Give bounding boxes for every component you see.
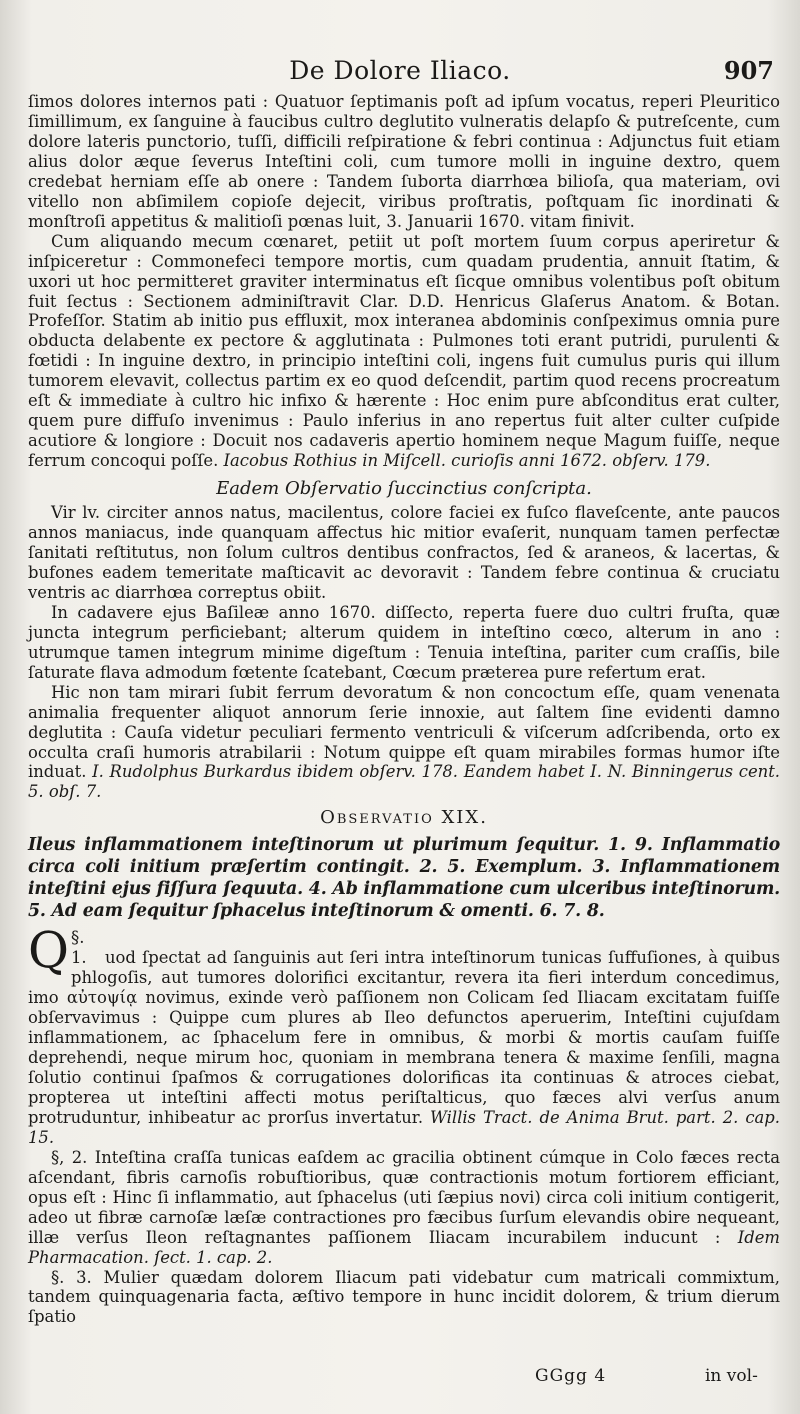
paragraph-text: Hic non tam mirari ſubit ferrum devoratum & non concoctum eſſe, quam venenata animalia frequenter aliquot annorum ſerie innoxie, aut ſaltem ſine evidenti damno deglutita : Cauſa videtur peculiari fermento ventriculi & viſcerum adſcribenda, orto ex occulta craſi humoris atrabilarii : Notum quippe eſt quam mirabiles formas humor iſte induat. bbox=[28, 682, 780, 782]
sub-heading: Eadem Obſervatio ſuccinctius conſcripta. bbox=[216, 478, 592, 500]
page-footer bbox=[0, 1360, 800, 1390]
page-body bbox=[28, 92, 780, 1327]
drop-cap: Q bbox=[28, 921, 69, 980]
running-head: De Dolore Iliaco. bbox=[289, 56, 511, 85]
page-header bbox=[0, 52, 800, 92]
citation: Willis Tract. de Anima Brut. part. 2. cap. 15. bbox=[28, 1107, 780, 1147]
signature-mark: GGgg 4 bbox=[535, 1366, 607, 1386]
section-text: §, 2. Inteſtina craſſa tunicas eaſdem ac gracilia obtinent cúmque in Colo fæces recta aſcendant, fibris carnoſis robuſtioribus, quæ contractionis motum fortiorem efficiant, opus eſt : Hinc ſi inflammatio, aut ſphacelus (uti ſæpius novi) circa coli initium contigerit, adeo ut fibræ carnoſæ læſæ contractiones pro fæcibus ſurſum elevandis obire nequeant, illæ verſus Ileon reſtagnantes paſſionem Iliacam incurabilem inducunt : bbox=[28, 1147, 780, 1247]
page-number: 907 bbox=[723, 56, 774, 85]
paragraph-continuation: ſimos dolores internos pati : Quatuor ſeptimanis poſt ad ipſum vocatus, reperi Pleuritico ſimillimum, ex ſanguine à faucibus cultro deglutito vulneratis delapſo & putreſcente, cum dolore lateris punctorio, tuſſi, difficili reſpiratione & febri continua : Adjunctus fuit etiam alius dolor æque ſeverus Inteſtini coli, cum tumore molli in inguine dextro, quem credebat herniam eſſe ab onere : Tandem ſuborta diarrhœa bilioſa, qua materiam, ovi vitello non abſimilem copioſe dejecit, viribus proſtratis, poſtquam ſic inordinati & monſtroſi appetitus & malitioſi pœnas luit, 3. Januarii 1670. vitam finivit. bbox=[28, 92, 780, 231]
section-3: §. 3. Mulier quædam dolorem Iliacum pati videbatur cum matricali commixtum, tandem quinquagenaria facta, æſtivo tempore in hunc incidit dolorem, & trium dierum ſpatio bbox=[28, 1267, 780, 1327]
paragraph bbox=[28, 683, 780, 803]
section-2 bbox=[28, 1148, 780, 1268]
citation: Iacobus Rothius in Miſcell. curioſis anni 1672. obſerv. 179. bbox=[223, 451, 711, 471]
paragraph-text: Cum aliquando mecum cœnaret, petiit ut poſt mortem ſuum corpus aperiretur & inſpiceretur : Commonefeci tempore mortis, cum quadam prudentia, annuit ſtatim, & uxori ut hoc permitteret graviter interminatus eſt ſicque omnibus volentibus poſt obitum fuit ſectus : Sectionem adminiſtravit Clar. D.D. Henricus Glaſerus Anatom. & Botan. Profeſſor. Statim ab initio pus effluxit, mox interanea abdominis conſpeximus omnia pure obducta delabente ex pectore & agglutinata : Pulmones toti erant putridi, purulenti & fœtidi : In inguine dextro, in principio inteſtini coli, ingens fuit cumulus puris qui illum tumorem elevavit, collectus partim ex eo quod deſcendit, partim quod recens procreatum eſt & immediate à cultro hic infixo & hærente : Hoc enim pure abſconditus erat culter, quem pure diffuſo invenimus : Paulo inferius in ano repertus fuit alter culter cuſpide acutiore & longiore : Docuit nos cadaveris apertio hominem neque Magum fuiſſe, neque ferrum concoqui poſſe. bbox=[28, 231, 780, 471]
section-mark: §. 1. bbox=[71, 928, 87, 968]
paragraph bbox=[28, 232, 780, 471]
observation-heading: Observatio XIX. bbox=[320, 807, 488, 829]
catchword: in vol- bbox=[705, 1366, 758, 1386]
observation-summary: Ileus inflammationem inteſtinorum ut plurimum ſequitur. 1. 9. Inflammatio circa coli initium præſertim contingit. 2. 5. Exemplum. 3. Inflammationem inteſtini ejus fiſſura ſequuta. 4. Ab inflammatione cum ulceribus inteſtinorum. 5. Ad eam ſequitur ſphacelus inteſtinorum & omenti. 6. 7. 8. bbox=[28, 835, 780, 922]
section-text: uod ſpectat ad ſanguinis aut ſeri intra inteſtinorum tunicas ſuffuſiones, à quibus phlogoſis, aut tumores dolorifici excitantur, revera ita fieri interdum concedimus, imo αὐτοψίᾳ novimus, exinde verò paſſionem non Colicam ſed Iliacam excitatam fuiſſe obſervavimus : Quippe cum plures ab Ileo defunctos aperuerim, Inteſtini cujuſdam inflammationem, ac ſphacelum fere in omnibus, & morbi & mortis cauſam fuiſſe deprehendi, neque mirum hoc, quoniam in membrana tenera & maxime ſenſili, magna ſolutio continui ſpaſmos & corrugationes dolorificas ita continuas & atroces ciebat, propterea ut inteſtini affecti motus periſtalticus, quo fæces alvi verſus anum protruduntur, inhibeatur ac prorſus invertatur. bbox=[28, 948, 780, 1127]
section-1 bbox=[28, 921, 780, 1147]
paragraph: In cadavere ejus Baſileæ anno 1670. diſſecto, reperta fuere duo cultri fruſta, quæ juncta integrum perficiebant; alterum quidem in inteſtino cœco, alterum in ano : utrumque tamen integrum minime digeſtum : Tenuia inteſtina, pariter cum craſſis, bile ſaturate flava admodum fœtente ſcatebant, Cœcum præterea pure refertum erat. bbox=[28, 602, 780, 682]
paragraph: Vir lv. circiter annos natus, macilentus, colore faciei ex fuſco flaveſcente, ante paucos annos maniacus, inde quanquam affectus hic mitior evaſerit, nunquam tamen perfectæ ſanitati reſtitutus, non ſolum cultros dentibus confractos, ſed & araneos, & lacertas, & bufones eadem temeritate maſticavit ac devoravit : Tandem febre continua & cruciatu ventris ac diarrhœa correptus obiit. bbox=[28, 503, 780, 602]
citation: Idem Pharmacation. ſect. 1. cap. 2. bbox=[28, 1227, 780, 1267]
citation: I. Rudolphus Burkardus ibidem obſerv. 178. Eandem habet I. N. Binningerus cent. 5. obſ. 7. bbox=[28, 762, 780, 802]
